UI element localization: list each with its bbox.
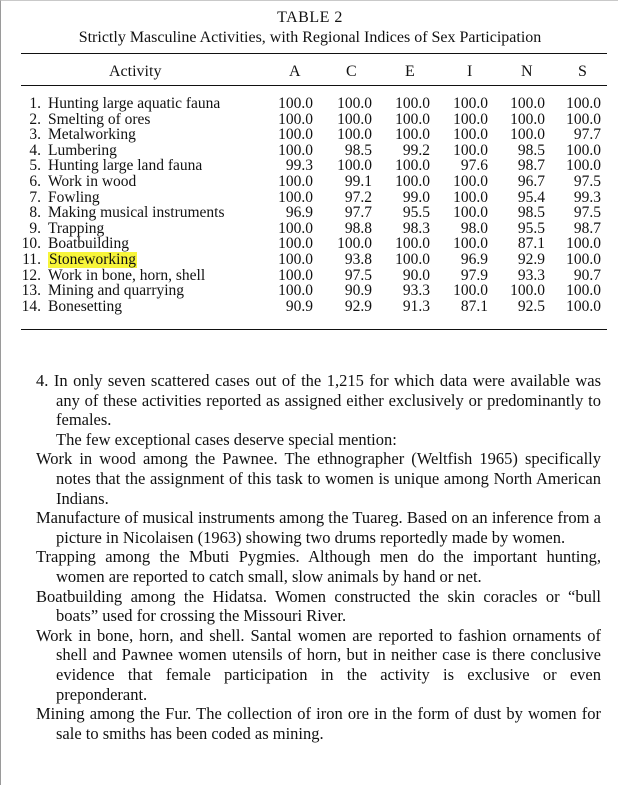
value-cell: 100.0 (337, 235, 372, 253)
value-cell: 98.5 (344, 141, 372, 159)
table-row (1, 283, 618, 299)
value-cell: 96.7 (517, 172, 545, 190)
value-cell: 100.0 (453, 110, 488, 128)
row-number: 5. (29, 157, 41, 175)
value-cell: 90.9 (344, 282, 372, 300)
row-number: 1. (29, 95, 41, 112)
value-cell: 97.9 (460, 266, 488, 284)
row-number: 3. (29, 126, 41, 144)
value-cell: 100.0 (337, 126, 372, 144)
value-cell: 100.0 (453, 235, 488, 253)
table-row (1, 112, 618, 128)
value-cell: 100.0 (278, 188, 313, 206)
row-number: 4. (29, 141, 41, 159)
table-row (1, 174, 618, 190)
footnote-main (36, 371, 601, 430)
value-cell: 100.0 (278, 282, 313, 300)
value-cell: 99.3 (573, 188, 601, 206)
activity-cell: Lumbering (48, 141, 117, 159)
value-cell: 96.9 (285, 204, 313, 222)
table-top-rule (21, 53, 607, 54)
header-i: I (467, 63, 473, 80)
value-cell: 100.0 (395, 95, 430, 112)
footnote-number: 4. (36, 371, 49, 390)
value-cell: 100.0 (510, 282, 545, 300)
table-row (1, 96, 618, 112)
value-cell: 100.0 (453, 126, 488, 144)
value-cell: 100.0 (395, 157, 430, 175)
row-number: 2. (29, 110, 41, 128)
value-cell: 87.1 (460, 297, 488, 315)
value-cell: 98.8 (344, 219, 372, 237)
value-cell: 92.9 (517, 250, 545, 268)
value-cell: 98.5 (517, 204, 545, 222)
table-title: TABLE 2 (277, 9, 343, 26)
header-c: C (346, 63, 357, 80)
value-cell: 100.0 (278, 235, 313, 253)
value-cell: 100.0 (278, 110, 313, 128)
value-cell: 96.9 (460, 250, 488, 268)
value-cell: 100.0 (566, 157, 601, 175)
activity-cell: Boatbuilding (48, 235, 129, 253)
header-s: S (578, 63, 587, 80)
value-cell: 100.0 (278, 126, 313, 144)
value-cell: 97.7 (573, 126, 601, 144)
activity-cell: Trapping (48, 219, 105, 237)
value-cell: 100.0 (395, 172, 430, 190)
activity-cell-highlighted: Stoneworking (49, 250, 136, 268)
value-cell: 98.7 (517, 157, 545, 175)
activity-cell: Fowling (48, 188, 100, 206)
value-cell: 100.0 (566, 95, 601, 112)
value-cell: 98.5 (517, 141, 545, 159)
value-cell: 92.9 (344, 297, 372, 315)
value-cell: 100.0 (278, 266, 313, 284)
activity-cell: Bonesetting (48, 297, 123, 315)
value-cell: 90.0 (402, 266, 430, 284)
value-cell: 100.0 (278, 219, 313, 237)
value-cell: 98.7 (573, 219, 601, 237)
value-cell: 95.5 (402, 204, 430, 222)
case-paragraph: Manufacture of musical instruments among the Tuareg. Based on an inference from a picture in Nicolaisen (1963) showing two drums reportedly made by women. (36, 508, 601, 547)
table-row (1, 143, 618, 159)
activity-cell: Mining and quarrying (48, 282, 185, 300)
value-cell: 91.3 (402, 297, 430, 315)
value-cell: 100.0 (566, 297, 601, 315)
header-activity: Activity (109, 63, 162, 80)
row-number: 7. (29, 188, 41, 206)
footnote-block (36, 371, 601, 743)
value-cell: 100.0 (278, 172, 313, 190)
value-cell: 100.0 (278, 250, 313, 268)
table-row (1, 299, 618, 315)
activity-cell: Work in bone, horn, shell (48, 266, 206, 284)
value-cell: 100.0 (453, 95, 488, 112)
value-cell: 100.0 (395, 110, 430, 128)
value-cell: 100.0 (278, 141, 313, 159)
table-header-rule (21, 85, 607, 86)
value-cell: 100.0 (395, 250, 430, 268)
table-row (1, 252, 618, 268)
value-cell: 97.5 (344, 266, 372, 284)
table-row (1, 158, 618, 174)
row-number: 14. (21, 297, 41, 315)
activity-cell: Smelting of ores (48, 110, 151, 128)
value-cell: 93.3 (402, 282, 430, 300)
value-cell: 97.2 (344, 188, 372, 206)
value-cell: 95.5 (517, 219, 545, 237)
value-cell: 100.0 (566, 282, 601, 300)
value-cell: 97.5 (573, 204, 601, 222)
table-subtitle: Strictly Masculine Activities, with Regional Indices of Sex Participation (78, 29, 542, 46)
row-number: 11. (22, 250, 41, 268)
row-number: 9. (29, 219, 41, 237)
case-paragraph: Mining among the Fur. The collection of iron ore in the form of dust by women for sale to smiths has been coded as mining. (36, 704, 601, 743)
value-cell: 97.5 (573, 172, 601, 190)
row-number: 8. (29, 204, 41, 222)
value-cell: 97.6 (460, 157, 488, 175)
table-body (1, 96, 618, 314)
value-cell: 100.0 (337, 95, 372, 112)
value-cell: 92.5 (517, 297, 545, 315)
value-cell: 100.0 (453, 141, 488, 159)
value-cell: 100.0 (453, 172, 488, 190)
row-number: 10. (21, 235, 41, 253)
footnote-intro: The few exceptional cases deserve special mention: (56, 429, 397, 449)
value-cell: 93.8 (344, 250, 372, 268)
value-cell: 100.0 (337, 110, 372, 128)
value-cell: 100.0 (453, 204, 488, 222)
value-cell: 98.0 (460, 219, 488, 237)
case-paragraph: Work in bone, horn, and shell. Santal women are reported to fashion ornaments of shell and Pawnee women utensils of horn, but in neither case is there conclusive evidence that female participation in the activity is exclusive or even preponderant. (36, 625, 601, 704)
value-cell: 100.0 (566, 250, 601, 268)
value-cell: 90.7 (573, 266, 601, 284)
activity-cell: Metalworking (48, 126, 136, 144)
value-cell: 90.9 (285, 297, 313, 315)
table-row (1, 221, 618, 237)
value-cell: 98.3 (402, 219, 430, 237)
activity-cell: Work in wood (48, 172, 137, 190)
value-cell: 99.1 (344, 172, 372, 190)
activity-cell: Making musical instruments (48, 204, 225, 222)
table-row (1, 127, 618, 143)
table-row (1, 268, 618, 284)
value-cell: 99.2 (402, 141, 430, 159)
value-cell: 100.0 (453, 188, 488, 206)
case-paragraph: Boatbuilding among the Hidatsa. Women constructed the skin coracles or “bull boats” used for crossing the Missouri River. (36, 586, 601, 626)
case-paragraph: Work in wood among the Pawnee. The ethnographer (Weltfish 1965) specifically notes that the assignment of this task to women is unique among North American Indians. (36, 449, 601, 508)
value-cell: 97.7 (344, 204, 372, 222)
value-cell: 99.0 (402, 188, 430, 206)
row-number: 13. (21, 282, 41, 300)
case-paragraph: Trapping among the Mbuti Pygmies. Although men do the important hunting, women are reported to catch small, slow animals by hand or net. (36, 547, 601, 586)
header-a: A (289, 63, 301, 80)
activity-cell: Hunting large aquatic fauna (48, 95, 221, 112)
value-cell: 95.4 (517, 188, 545, 206)
value-cell: 100.0 (278, 95, 313, 112)
value-cell: 100.0 (566, 235, 601, 253)
value-cell: 100.0 (395, 126, 430, 144)
table-bottom-rule (21, 329, 607, 330)
value-cell: 99.3 (285, 157, 313, 175)
value-cell: 100.0 (337, 157, 372, 175)
row-number: 12. (21, 266, 41, 284)
header-n: N (521, 63, 533, 80)
value-cell: 100.0 (566, 110, 601, 128)
footnote-text: In only seven scattered cases out of the 1,215 for which data were available was any of these activities reported as assigned either exclusively or predominantly to females. (53, 371, 602, 430)
value-cell: 87.1 (517, 235, 545, 253)
table-row (1, 236, 618, 252)
table-row (1, 190, 618, 206)
value-cell: 100.0 (566, 141, 601, 159)
table-row (1, 205, 618, 221)
value-cell: 100.0 (510, 126, 545, 144)
header-e: E (405, 63, 415, 80)
activity-cell: Hunting large land fauna (48, 157, 203, 175)
value-cell: 100.0 (510, 110, 545, 128)
value-cell: 100.0 (510, 95, 545, 112)
value-cell: 93.3 (517, 266, 545, 284)
row-number: 6. (29, 172, 41, 190)
value-cell: 100.0 (395, 235, 430, 253)
value-cell: 100.0 (453, 282, 488, 300)
